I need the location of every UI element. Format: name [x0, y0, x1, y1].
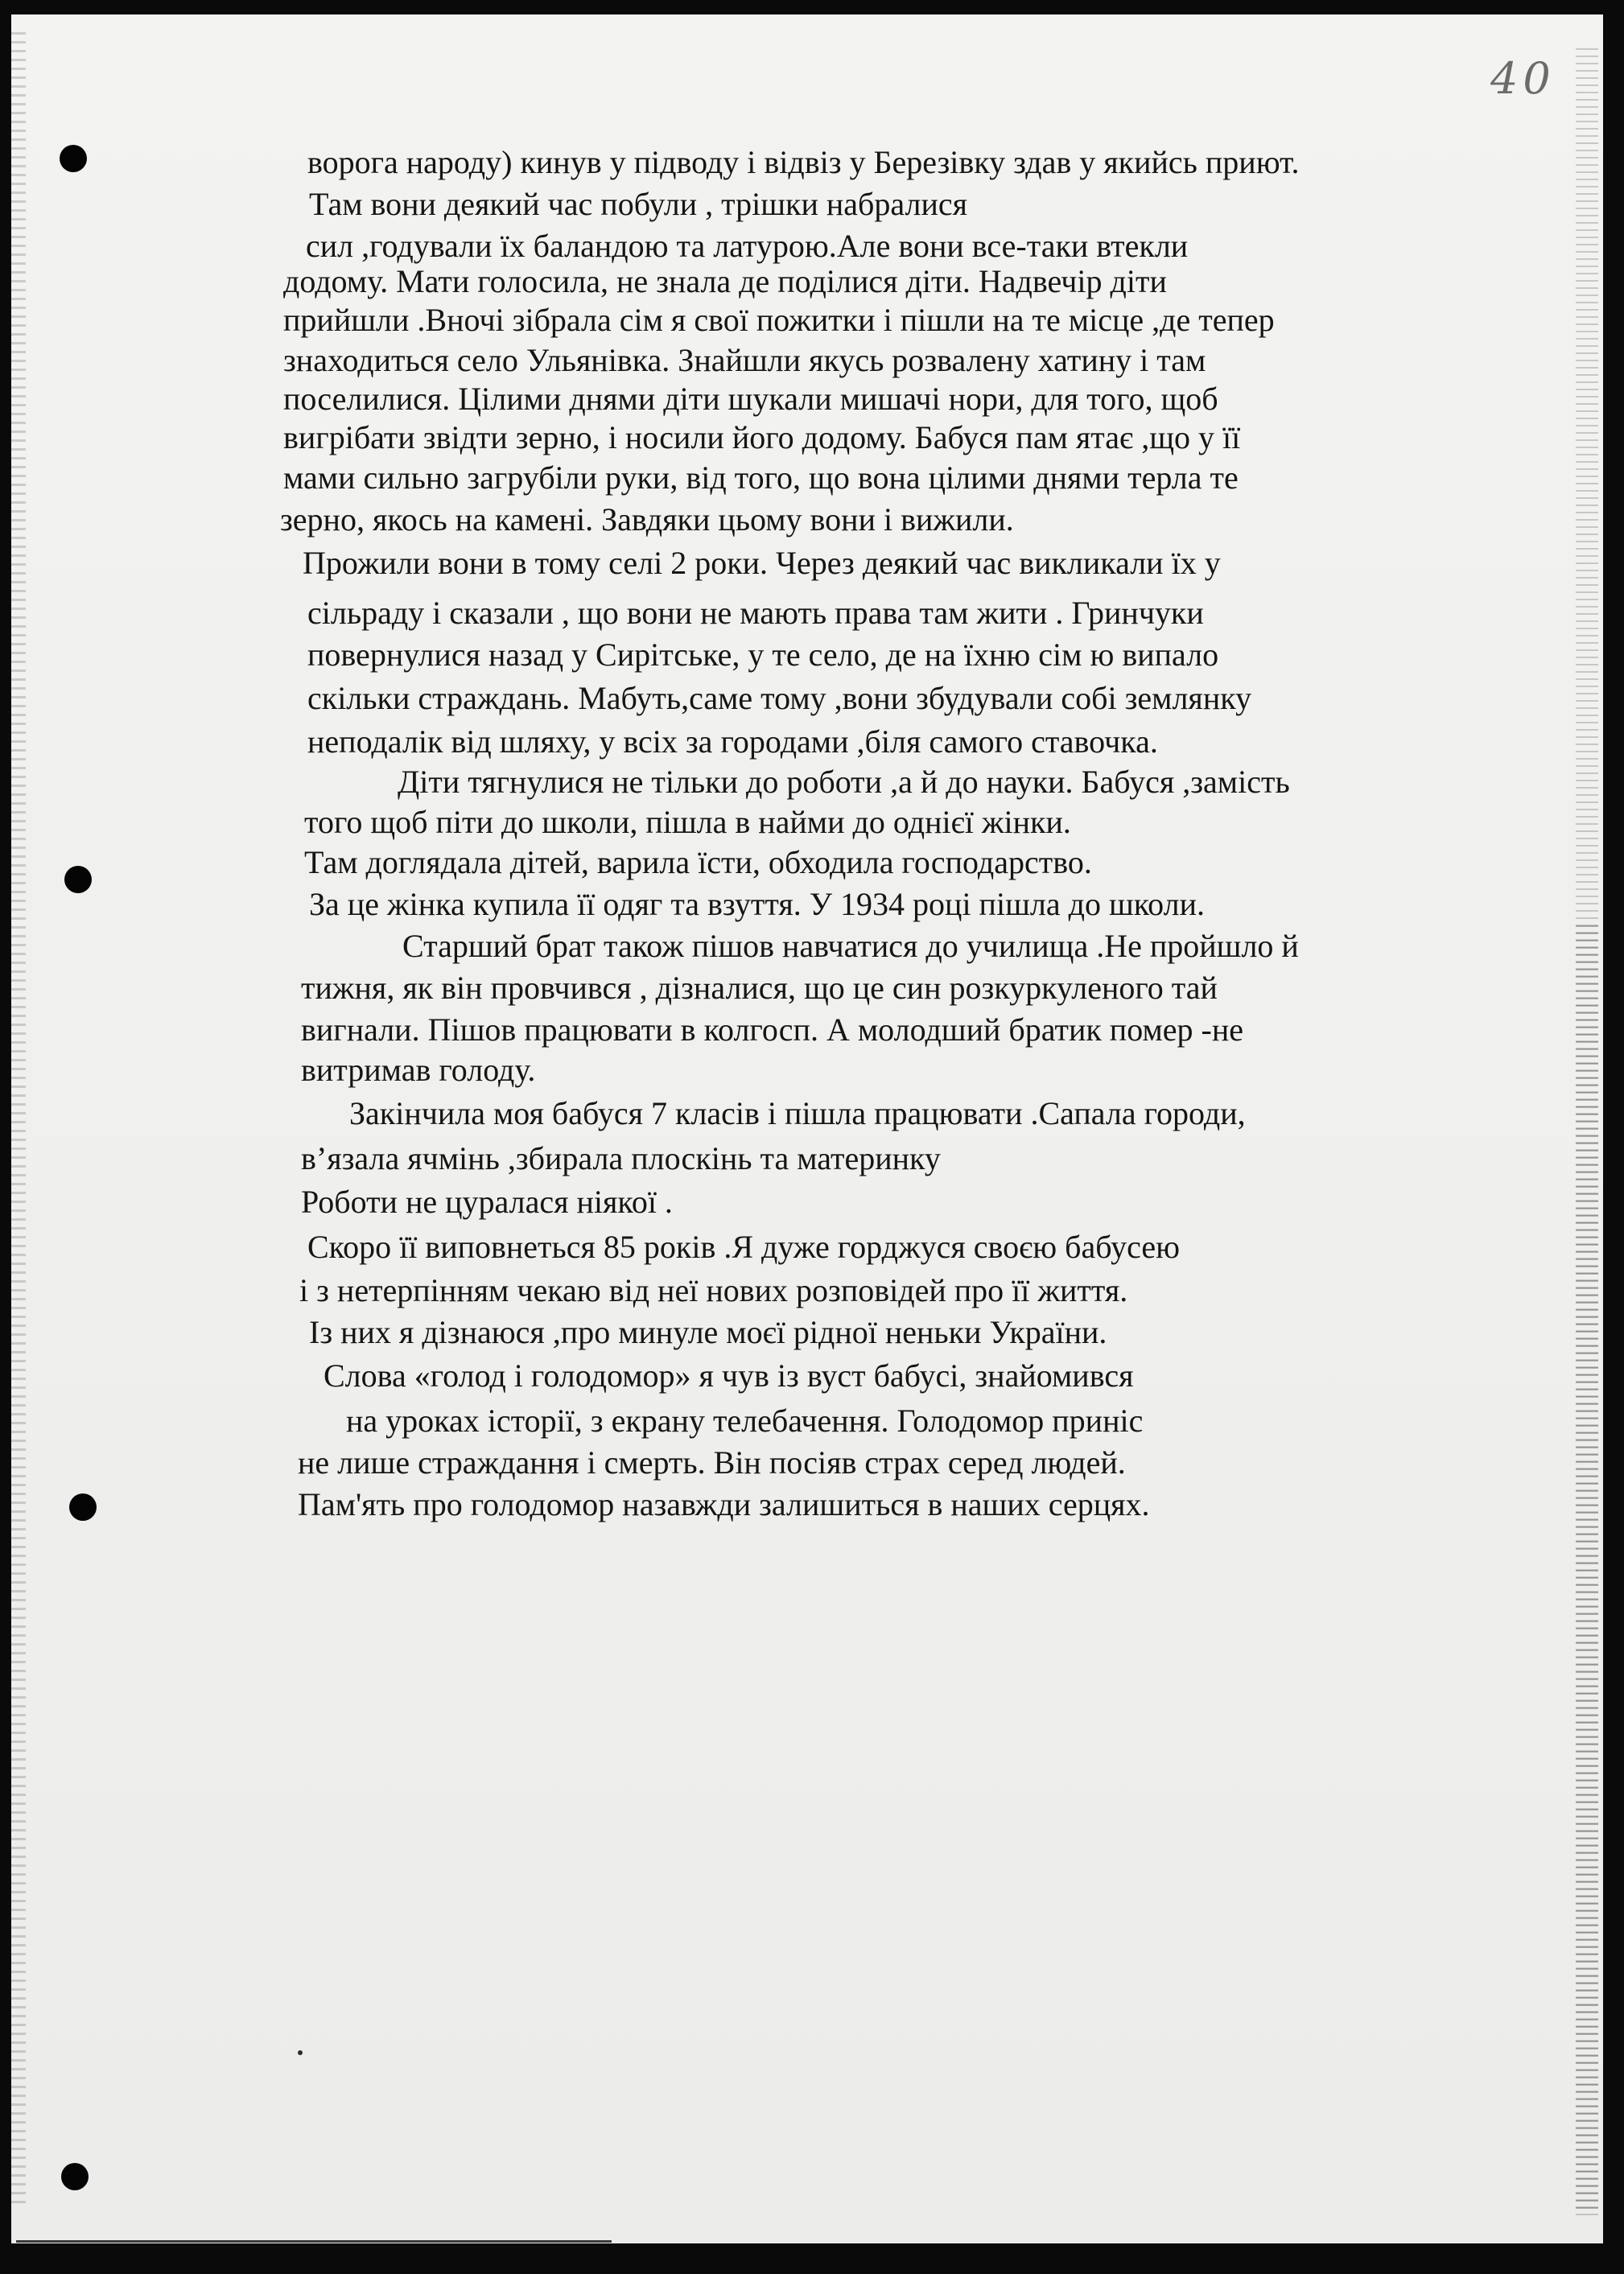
text-line: мами сильно загрубіли руки, від того, що вона цілими днями терла те: [283, 459, 1239, 496]
text-line: знаходиться село Ульянівка. Знайшли якусь розвалену хатину і там: [283, 342, 1206, 378]
right-edge-scan-noise-lower: [1576, 925, 1598, 2213]
text-line: Старший брат також пішов навчатися до училища .Не пройшло й: [402, 928, 1299, 964]
text-line: Роботи не цуралася ніякої .: [301, 1184, 673, 1220]
punch-hole-3: [69, 1493, 97, 1521]
text-line: Закінчила моя бабуся 7 класів і пішла працювати .Сапала городи,: [349, 1095, 1246, 1131]
text-line: додому. Мати голосила, не знала де поділися діти. Надвечір діти: [283, 263, 1167, 299]
text-line: За це жінка купила її одяг та взуття. У 1934 році пішла до школи.: [309, 886, 1205, 922]
text-line: Там доглядала дітей, варила їсти, обходила господарство.: [304, 844, 1092, 880]
text-line: сільраду і сказали , що вони не мають права там жити . Гринчуки: [307, 595, 1204, 631]
text-line: витримав голоду.: [301, 1052, 536, 1088]
text-line: Діти тягнулися не тільки до роботи ,а й до науки. Бабуся ,замість: [398, 764, 1290, 800]
text-line: в’язала ячмінь ,збирала плоскінь та материнку: [301, 1140, 941, 1176]
text-line: вигнали. Пішов працювати в колгосп. А молодший братик помер -не: [301, 1011, 1243, 1048]
text-line: Там вони деякий час побули , трішки набралися: [309, 186, 968, 222]
text-line: Скоро її виповнеться 85 років .Я дуже горджуся своєю бабусею: [307, 1229, 1180, 1265]
text-line: Пам'ять про голодомор назавжди залишиться в наших серцях.: [298, 1486, 1150, 1522]
text-line: вигрібати звідти зерно, і носили його додому. Бабуся пам ятає ,що у її: [283, 419, 1241, 455]
text-line: повернулися назад у Сирітське, у те село, де на їхню сім ю випало: [307, 636, 1219, 673]
text-line: того щоб піти до школи, пішла в найми до однієї жінки.: [304, 804, 1071, 840]
punch-hole-4: [61, 2163, 89, 2190]
text-line: скільки страждань. Мабуть,саме тому ,вони збудували собі землянку: [307, 680, 1252, 716]
text-line: і з нетерпінням чекаю від неї нових розповідей про її життя.: [299, 1272, 1128, 1308]
bottom-scan-rule: [16, 2240, 612, 2243]
text-line: не лише страждання і смерть. Він посіяв страх серед людей.: [298, 1444, 1126, 1481]
punch-hole-2: [64, 866, 92, 893]
stray-ink-dot: [298, 2050, 303, 2055]
text-line: прийшли .Вночі зібрала сім я свої пожитки і пішли на те місце ,де тепер: [283, 302, 1275, 338]
text-line: на уроках історії, з екрану телебачення. Голодомор приніс: [346, 1403, 1144, 1439]
text-line: тижня, як він провчився , дізналися, що це син розкуркуленого тай: [301, 970, 1218, 1006]
text-line: неподалік від шляху, у всіх за городами ,біля самого ставочка.: [307, 723, 1158, 760]
text-line: ворога народу) кинув у підводу і відвіз у Березівку здав у якийсь приют.: [307, 144, 1300, 180]
left-edge-scan-noise: [11, 32, 26, 2205]
text-line: сил ,годували їх баландою та латурою.Але вони все-таки втекли: [306, 228, 1189, 264]
text-line: Прожили вони в тому селі 2 роки. Через деякий час викликали їх у: [303, 545, 1221, 581]
handwritten-page-number: 40: [1490, 53, 1556, 104]
text-line: Слова «голод і голодомор» я чув із вуст бабусі, знайомився: [324, 1357, 1134, 1394]
text-line: поселилися. Цілими днями діти шукали мишачі нори, для того, щоб: [283, 381, 1218, 417]
text-line: Із них я дізнаюся ,про минуле моєї рідної неньки України.: [309, 1314, 1107, 1350]
punch-hole-1: [60, 145, 87, 172]
text-line: зерно, якось на камені. Завдяки цьому вони і вижили.: [280, 501, 1014, 538]
